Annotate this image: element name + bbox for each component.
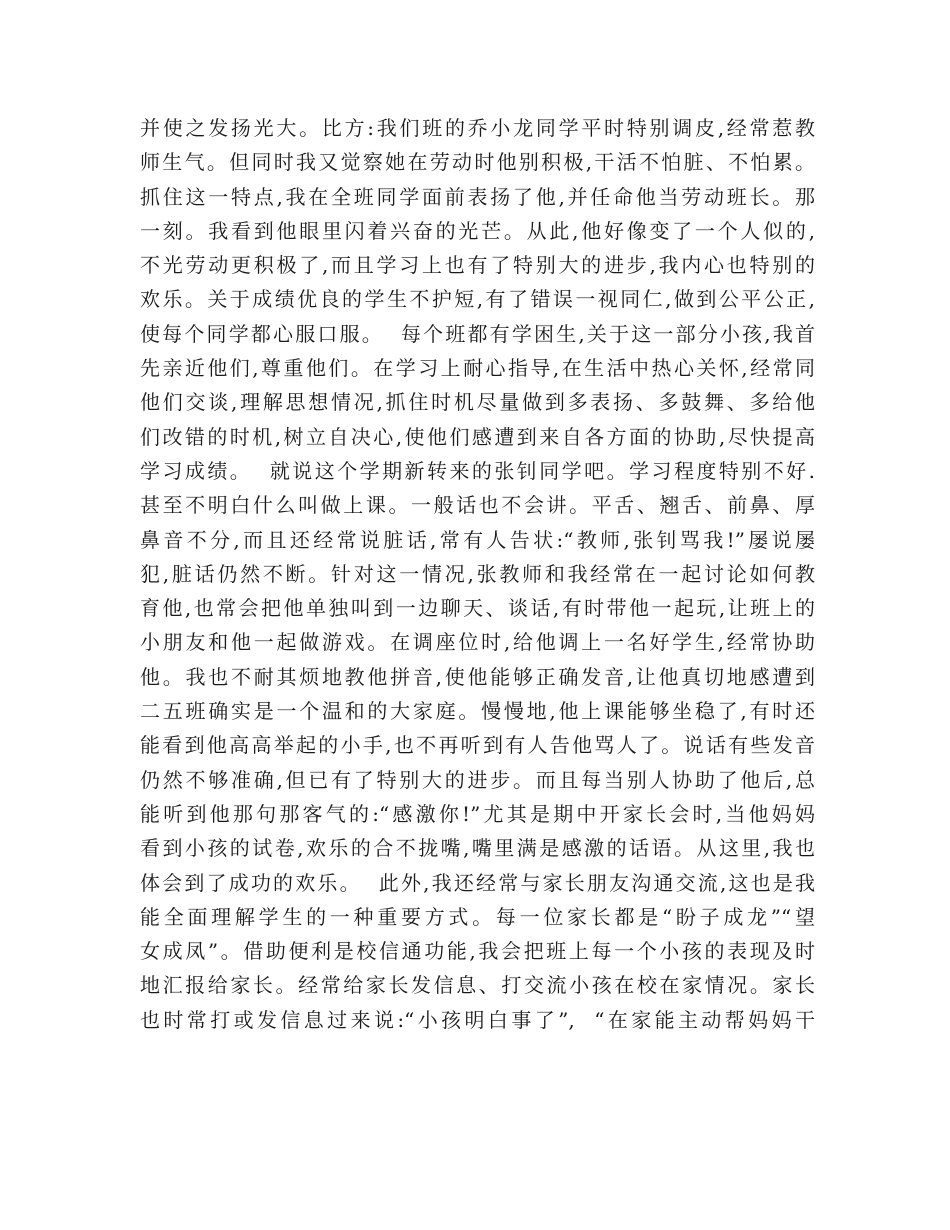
text-line: 也时常打或发信息过来说:“小孩明白事了”, “在家能主动帮妈妈干	[140, 1007, 815, 1032]
text-line: 看到小孩的试卷,欢乐的合不拢嘴,嘴里满是感激的话语。从这里,我也	[140, 836, 815, 861]
text-line: 一刻。我看到他眼里闪着兴奋的光芒。从此,他好像变了一个人似的,	[140, 218, 815, 243]
text-line: 鼻音不分,而且还经常说脏话,常有人告状:“教师,张钊骂我!”屡说屡	[140, 527, 815, 552]
text-line: 先亲近他们,尊重他们。在学习上耐心指导,在生活中热心关怀,经常同	[140, 356, 815, 381]
text-line: 能全面理解学生的一种重要方式。每一位家长都是“盼子成龙”“望	[140, 904, 815, 929]
text-line: 犯,脏话仍然不断。针对这一情况,张教师和我经常在一起讨论如何教	[140, 561, 815, 586]
text-line: 师生气。但同时我又觉察她在劳动时他别积极,干活不怕脏、不怕累。	[140, 150, 815, 175]
text-line: 能看到他高高举起的小手,也不再听到有人告他骂人了。说话有些发音	[140, 733, 815, 758]
text-line: 欢乐。关于成绩优良的学生不护短,有了错误一视同仁,做到公平公正,	[140, 287, 815, 312]
text-line: 体会到了成功的欢乐。 此外,我还经常与家长朋友沟通交流,这也是我	[140, 870, 815, 895]
text-line: 仍然不够准确,但已有了特别大的进步。而且每当别人协助了他后,总	[140, 767, 815, 792]
text-line: 小朋友和他一起做游戏。在调座位时,给他调上一名好学生,经常协助	[140, 630, 815, 655]
text-line: 不光劳动更积极了,而且学习上也有了特别大的进步,我内心也特别的	[140, 253, 815, 278]
text-line: 二五班确实是一个温和的大家庭。慢慢地,他上课能够坐稳了,有时还	[140, 699, 815, 724]
text-line: 女成凤”。借助便利是校信通功能,我会把班上每一个小孩的表现及时	[140, 939, 815, 964]
text-line: 他。我也不耐其烦地教他拼音,使他能够正确发音,让他真切地感遭到	[140, 664, 815, 689]
text-line: 甚至不明白什么叫做上课。一般话也不会讲。平舌、翘舌、前鼻、厚	[140, 493, 815, 518]
text-line: 能听到他那句那客气的:“感激你!”尤其是期中开家长会时,当他妈妈	[140, 801, 815, 826]
text-line: 地汇报给家长。经常给家长发信息、打交流小孩在校在家情况。家长	[140, 973, 815, 998]
text-line: 他们交谈,理解思想情况,抓住时机尽量做到多表扬、多鼓舞、多给他	[140, 390, 815, 415]
body-text	[140, 111, 815, 1037]
text-line: 抓住这一特点,我在全班同学面前表扬了他,并任命他当劳动班长。那	[140, 184, 815, 209]
text-line: 育他,也常会把他单独叫到一边聊天、谈话,有时带他一起玩,让班上的	[140, 596, 815, 621]
text-line: 们改错的时机,树立自决心,使他们感遭到来自各方面的协助,尽快提高	[140, 424, 815, 449]
text-line: 使每个同学都心服口服。 每个班都有学困生,关于这一部分小孩,我首	[140, 321, 815, 346]
text-line: 并使之发扬光大。比方:我们班的乔小龙同学平时特别调皮,经常惹教	[140, 116, 815, 140]
text-line: 学习成绩。 就说这个学期新转来的张钊同学吧。学习程度特别不好.	[140, 458, 815, 483]
